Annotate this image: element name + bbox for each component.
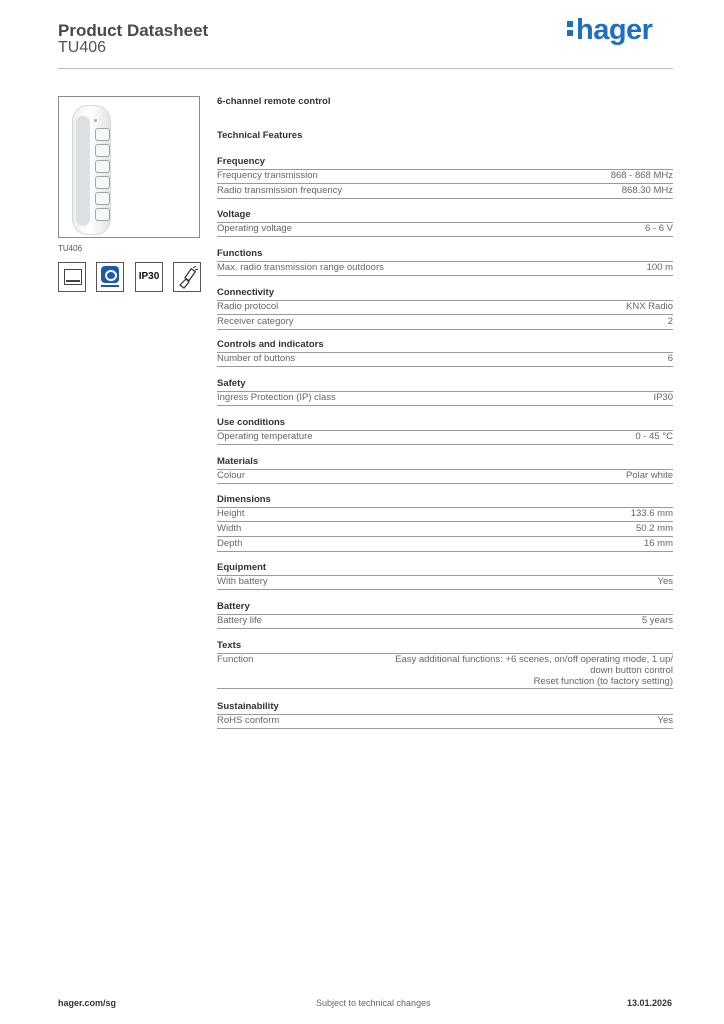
spec-row <box>217 169 673 184</box>
spec-value: Polar white <box>626 470 673 481</box>
spec-row <box>217 714 673 729</box>
spec-label: Max. radio transmission range outdoors <box>217 262 384 273</box>
spec-label: Colour <box>217 470 245 481</box>
spec-value: IP30 <box>653 392 673 403</box>
spec-row <box>217 507 673 522</box>
spec-label: Receiver category <box>217 316 294 327</box>
spec-label: Height <box>217 508 245 519</box>
footer-date: 13.01.2026 <box>626 998 672 1008</box>
product-name: 6-channel remote control <box>217 96 331 107</box>
spec-label: Operating temperature <box>217 431 313 442</box>
spec-value: 868.30 MHz <box>621 185 673 196</box>
spec-value: 16 mm <box>643 538 673 549</box>
spec-group-heading: Texts <box>217 640 673 654</box>
spec-group-heading: Materials <box>217 456 673 470</box>
footer-website[interactable]: hager.com/sg <box>58 998 117 1008</box>
spec-value: 6 - 6 V <box>645 223 673 234</box>
flush-mount-icon <box>58 262 86 292</box>
spec-group-heading: Dimensions <box>217 494 673 508</box>
spec-row <box>217 222 673 237</box>
logo-dots-icon <box>567 19 574 37</box>
spec-value: KNX Radio <box>626 301 673 312</box>
footer-disclaimer: Subject to technical changes <box>316 998 431 1008</box>
header-divider <box>58 68 673 69</box>
spec-label: Function <box>217 654 254 665</box>
spec-row <box>217 391 673 406</box>
spec-row <box>217 430 673 445</box>
spec-group-heading: Battery <box>217 601 673 615</box>
spec-row <box>217 184 673 199</box>
spec-group-heading: Functions <box>217 248 673 262</box>
spec-value: 133.6 mm <box>630 508 673 519</box>
spec-value: 868 - 868 MHz <box>610 170 673 181</box>
spec-row <box>217 315 673 330</box>
product-code: TU406 <box>58 39 107 56</box>
spec-label: Depth <box>217 538 243 549</box>
spec-label: Width <box>217 523 242 534</box>
spec-label: Operating voltage <box>217 223 292 234</box>
spec-label: With battery <box>217 576 268 587</box>
spec-label: Frequency transmission <box>217 170 318 181</box>
spec-group-heading: Safety <box>217 378 673 392</box>
spec-value: 100 m <box>646 262 673 273</box>
hager-logo[interactable] <box>567 14 652 47</box>
spec-group-heading: Frequency <box>217 156 673 170</box>
spec-row <box>217 575 673 590</box>
spec-value: Yes <box>657 715 673 726</box>
spec-row <box>217 614 673 629</box>
spec-label: RoHS conform <box>217 715 280 726</box>
spec-row <box>217 300 673 315</box>
spec-label: Radio transmission frequency <box>217 185 343 196</box>
page-title: Product Datasheet <box>58 21 209 40</box>
logo-text: hager <box>576 14 653 46</box>
spec-label: Battery life <box>217 615 262 626</box>
spec-value-line: Reset function (to factory setting) <box>533 676 673 687</box>
spec-label: Radio protocol <box>217 301 279 312</box>
technical-features-heading: Technical Features <box>217 130 303 141</box>
spec-value: Yes <box>657 576 673 587</box>
spec-group-heading: Controls and indicators <box>217 339 673 353</box>
spec-group-heading: Voltage <box>217 209 673 223</box>
spec-value: 2 <box>667 316 673 327</box>
spec-group-heading: Sustainability <box>217 701 673 715</box>
spec-value: 6 <box>667 353 673 364</box>
ip30-icon: IP30 <box>135 262 163 292</box>
hand-remote-icon <box>173 262 201 292</box>
spec-label: Number of buttons <box>217 353 296 364</box>
knx-quality-icon <box>96 262 124 292</box>
spec-value: 0 - 45 °C <box>635 431 673 442</box>
spec-row <box>217 537 673 552</box>
spec-row <box>217 352 673 367</box>
spec-value-line: Easy additional functions: +6 scenes, on/off operating mode, 1 up/ <box>395 654 673 665</box>
spec-group-heading: Equipment <box>217 562 673 576</box>
spec-row <box>217 653 673 689</box>
spec-value: 5 years <box>641 615 673 626</box>
spec-group-heading: Connectivity <box>217 287 673 301</box>
remote-control-picture <box>72 105 111 235</box>
spec-row <box>217 469 673 484</box>
spec-label: Ingress Protection (IP) class <box>217 392 336 403</box>
spec-group-heading: Use conditions <box>217 417 673 431</box>
spec-value <box>373 654 673 687</box>
spec-row <box>217 522 673 537</box>
spec-value-line: down button control <box>590 665 673 676</box>
spec-row <box>217 261 673 276</box>
product-image-caption: TU406 <box>58 244 83 253</box>
spec-value: 50.2 mm <box>636 523 673 534</box>
product-image <box>58 96 200 238</box>
